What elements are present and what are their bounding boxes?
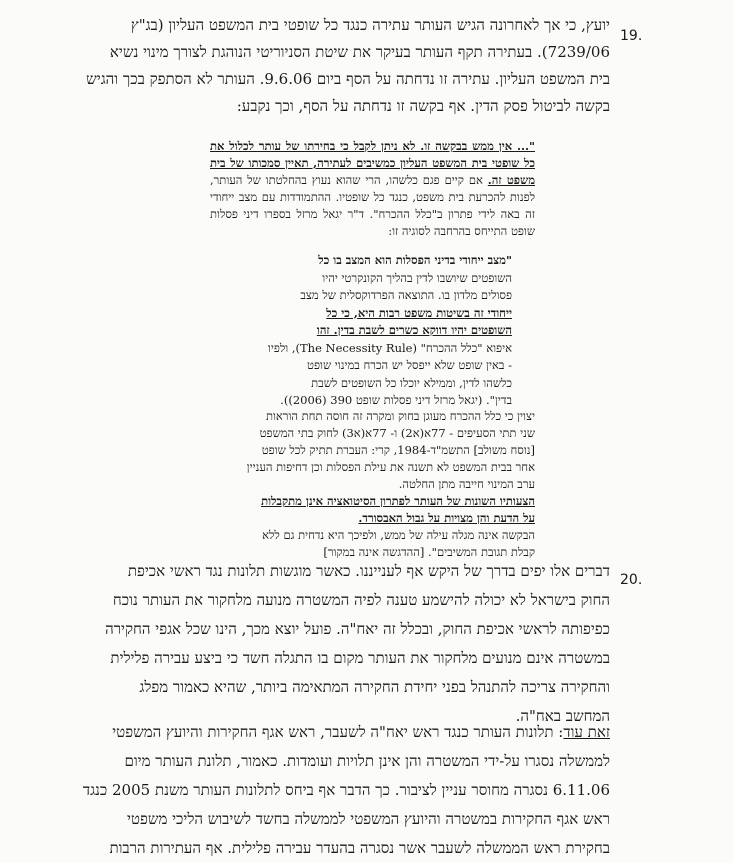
quote-line: [נוסח משולב] התשמ"ד-1984, קרי: העברת תתיק לכל שופט	[261, 443, 535, 457]
lead-underlined-text: זאת עוד	[563, 723, 610, 741]
paragraph-19	[70, 12, 610, 120]
paragraph-20-line: המחשב באח"ה.	[515, 707, 610, 725]
paragraph-21-line: לממשלה נסגרו על-ידי המשטרה והן אינן תלויות ועומדות. כאמור, תלונת העותר מיום	[124, 752, 610, 770]
quote-line: אחר בבית המשפט לא תשנה את עילת הפסלות וכן דחיפות העניין	[246, 460, 535, 474]
nested-quote-line: השופטים יהיו דווקא כשרים לשבת בדין. זהו	[316, 323, 512, 337]
quote-line: ערב המינוי חייבה מתן החלטה.	[398, 477, 535, 491]
paragraph-19-line: בית המשפט העליון. עתירה זו נדחתה על הסף ביום 9.6.06. העותר לא הסתפק בכך והגיש	[86, 70, 610, 88]
paragraph-19-line: בקשה לביטול פסק הדין. אף בקשה זו נדחתה על הסף, וכך נקבע:	[236, 97, 610, 115]
quote-block-closing	[210, 408, 535, 561]
quote-line: שני תתי הסעיפים - 77א(א2) ו- 77א(א3) לחוק בתי המשפט	[259, 426, 535, 440]
paragraph-20-line: דברים אלו יפים בדרך של היקש אף לענייננו. כאשר מוגשות תלונות נגד ראשי אכיפת	[127, 562, 610, 580]
paragraph-20-line: והחקירה צריכה להתנהל בפני יחידת החקירה המתאימה ביותר, שהיא כאמור מפלג	[139, 678, 610, 696]
paragraph-21-line: : תלונות העותר כנגד ראש יאח"ה לשעבר, ראש אגף החקירות והיועץ המשפטי	[112, 723, 564, 741]
nested-quote-line: השופטים שיושבו לדין בהליך הקונקרטי יהיו	[322, 270, 512, 285]
quote-text: אם קיים פגם כלשהו, הרי שהוא נעוץ בהחלטתו של העותר, לפנות להכרעת בית משפט, כנגד כל שופטיו. ההתמודדות עם מצב ייחודי זה באה לידי פתרון ב"כלל ההכרח". ד"ר יגאל מרזל בספרו דיני פסלות שופט התייחס בהרחבה לסוגיה זו:	[210, 173, 535, 238]
quote-block-intro	[210, 138, 535, 240]
paragraph-20-line: כפיפותה לראשי אכיפת החוק, ובכלל זה יאח"ה. פועל יוצא מכך, הינו שכל אגפי החקירה	[105, 620, 610, 638]
nested-quote-line: "מצב ייחודי בדיני הפסלות הוא המצב בו כל	[318, 253, 512, 267]
paragraph-20	[70, 557, 610, 731]
quote-underlined-text: "... אין ממש בבקשה זו. לא ניתן לקבל כי בחירתו של עותר לכלול את כל שופטי בית המשפט העליון כמשיבים לעתירה, תאיין סמכותו של בית משפט זה.	[210, 139, 536, 187]
quote-line: יצוין כי כלל ההכרח מעוגן בחוק ומקרה זה חוסה תחת הוראות	[265, 409, 535, 423]
paragraph-20-line: במשטרה אינם מנועים מלחקור את העותר מקום בו התגלה חשד כי ביצע עבירה פלילית	[110, 649, 610, 667]
paragraph-20-line: החוק בישראל לא יכולה להישמע טענה לפיה המשטרה מנועה מלחקור את העותר נוכח	[112, 591, 610, 609]
paragraph-21	[70, 718, 610, 863]
paragraph-21-line: 6.11.06 נסגרה מחוסר עניין לציבור. כך הדבר אף ביחס לתלונות העותר משנת 2005 כנגד	[82, 781, 610, 799]
quote-line: קבלת תגובת המשיבים". [ההדגשה אינה במקור]	[323, 545, 535, 559]
nested-quote-line: איפוא "כלל ההכרח" (The Necessity Rule), ולפיו	[267, 340, 512, 355]
nested-quote-line: בדין". (יגאל מרזל דיני פסלות שופט 390 (2006)).	[280, 393, 512, 407]
paragraph-21-line: ראש אגף החקירות במשטרה והיועץ המשפטי לממשלה בחשד לשיבוש הליכי משפטי	[126, 810, 610, 828]
nested-quote-marzel	[240, 252, 512, 410]
nested-quote-line: פסולים מלדון בו. התוצאה הפרדוקסלית של מצב	[300, 288, 512, 302]
paragraph-number-20: 20.	[620, 572, 643, 588]
nested-quote-line: כלשהו לדין, וממילא יוכלו כל השופטים לשבת	[311, 375, 512, 390]
quote-line: הבקשה אינה מגלה עילה של ממש, ולפיכך היא נדחית גם ללא	[262, 528, 535, 542]
quote-underlined-line: הצעותיו השונות של העותר לפתרון הסיטואציה אינן מתקבלות	[261, 494, 535, 508]
quote-underlined-line: על הדעת והן מצויות על גבול האבסורד.	[358, 511, 535, 525]
paragraph-19-line: 7239/06). בעתירה תקף העותר בעיקר את שיטת הסניוריטי הנוהגת לצורך מינוי נשיא	[109, 43, 610, 61]
nested-quote-line: ייחודי זה בשיטות משפט רבות היא, כי כל	[326, 305, 512, 320]
paragraph-19-line: יועץ, כי אך לאחרונה הגיש העותר עתירה כנגד כל שופטי בית המשפט העליון (בג"ץ	[130, 16, 610, 34]
paragraph-number-19: 19.	[620, 28, 643, 44]
nested-quote-line: - באין שופט שלא ייפסל יש הכרח במינוי שופט	[307, 358, 512, 372]
paragraph-21-line: בחקירת ראש הממשלה לשעבר אשר נסגרה בהעדר עבירה פלילית. אף העתירות הרבות	[109, 839, 610, 857]
